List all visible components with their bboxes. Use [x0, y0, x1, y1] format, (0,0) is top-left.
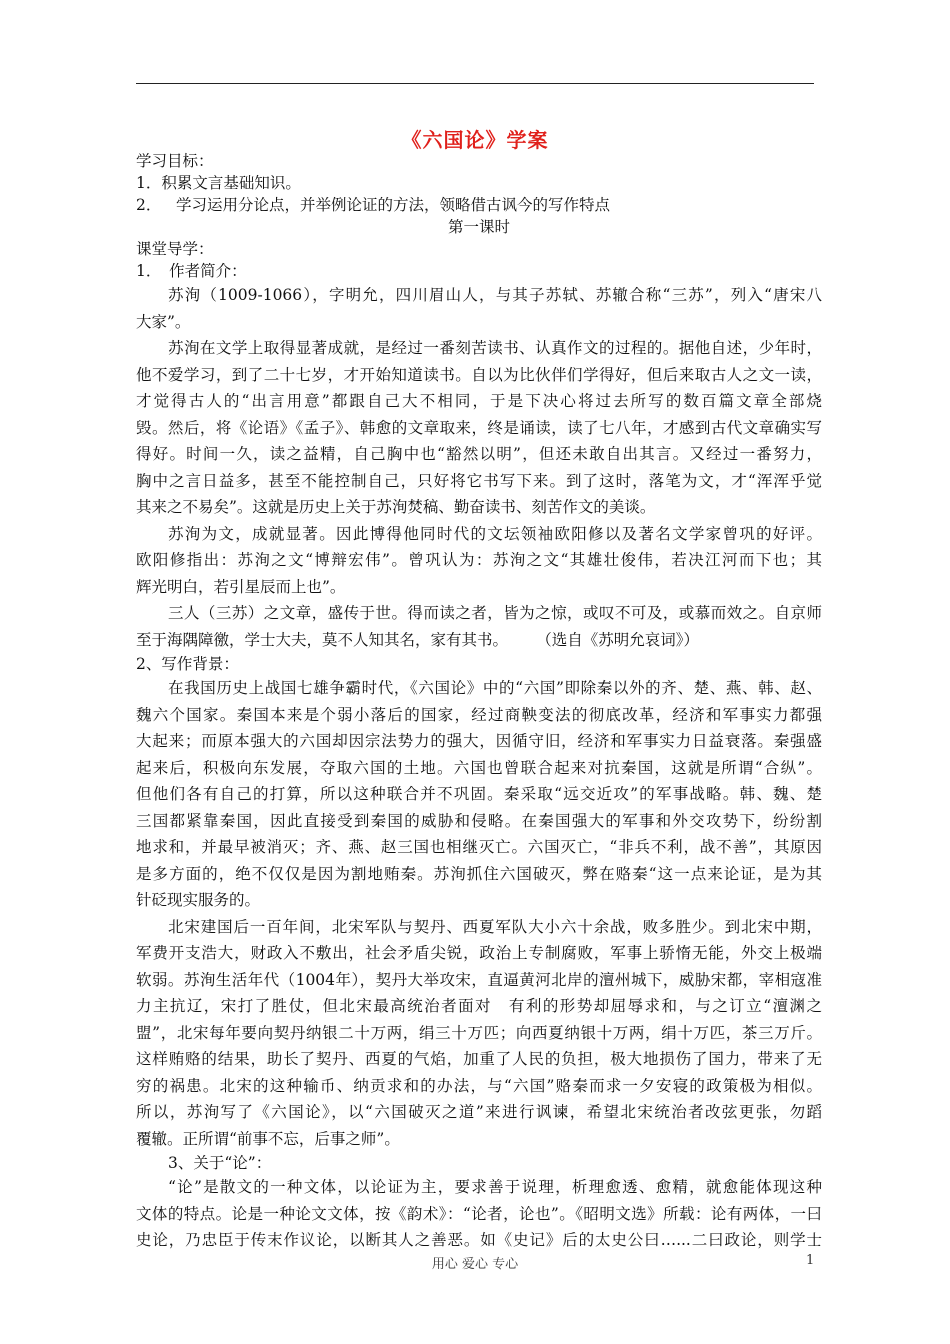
paragraph-line: 针砭现实服务的。 — [136, 891, 261, 909]
paragraph-line: 覆辙。正所谓“前事不忘，后事之师”。 — [136, 1129, 400, 1148]
header-rule — [136, 83, 814, 84]
section-heading: 1． 作者简介： — [136, 262, 247, 280]
page-footer: 用心 爱心 专心 — [431, 1257, 519, 1272]
paragraph-line: 地求和，并最早被消灭；齐、燕、赵三国也相继灭亡。六国灭亡，“非兵不利，战不善”，其原因 — [136, 838, 822, 856]
paragraph-line: 才觉得古人的“出言用意”都跟自己大不相同，于是下决心将过去所写的数百篇文章全部烧 — [136, 392, 822, 410]
paragraph-line: 苏洵为文，成就显著。因此博得他同时代的文坛领袖欧阳修以及著名文学家曾巩的好评。 — [168, 524, 822, 543]
paragraph-line: 软弱。苏洵生活年代（1004年），契丹大举攻宋，直逼黄河北岸的澶州城下，威胁宋都，宰相寇准 — [136, 970, 822, 989]
objective-number: 2． — [136, 196, 162, 214]
paragraph-line: 文体的特点。论是一种论文文体，按《韵术》：“论者，论也”。《昭明文选》所载：论有两体，一曰 — [136, 1204, 822, 1223]
paragraph-line: 起来后，积极向东发展，夺取六国的土地。六国也曾联合起来对抗秦国，这就是所谓“合纵”。 — [136, 758, 822, 777]
section-heading: 3、关于“论”： — [168, 1154, 272, 1172]
paragraph-line: 军费开支浩大，财政入不敷出，社会矛盾尖锐，政治上专制腐败，军事上骄惰无能，外交上极端 — [136, 944, 822, 962]
objectives-heading: 学习目标： — [136, 152, 214, 170]
paragraph-line: 苏洵在文学上取得显著成就，是经过一番刻苦读书、认真作文的过程的。据他自述，少年时， — [168, 339, 822, 357]
objective-text: 学习运用分论点，并举例论证的方法，领略借古讽今的写作特点 — [176, 196, 611, 214]
source-citation: （选自《苏明允哀词》） — [544, 630, 700, 649]
page-title: 《六国论》学案 — [401, 128, 549, 152]
paragraph-line: “论”是散文的一种文体，以论证为主，要求善于说理，析理愈透、愈精，就愈能体现这种 — [168, 1178, 822, 1196]
paragraph-line: 辉光明白，若引星辰而上也”。 — [136, 577, 346, 596]
paragraph-line: 穷的祸患。北宋的这种输币、纳贡求和的办法，与“六国”赂秦而求一夕安寝的政策极为相似。 — [136, 1076, 822, 1095]
paragraph-line: 得好。时间一久，读之益精，自己胸中也“豁然以明”，但还未敢自出其言。又经过一番努力， — [136, 445, 822, 463]
paragraph-line: 欧阳修指出：苏洵之文“博辩宏伟”。曾巩认为：苏洵之文“其雄壮俊伟，若决江河而下也；其 — [136, 551, 822, 569]
section-heading: 课堂导学： — [136, 240, 214, 258]
paragraph-line: 大起来；而原本强大的六国却因宗法势力的强大，因循守旧，经济和军事实力日益衰落。秦强盛 — [136, 732, 822, 750]
paragraph-line: 三国都紧靠秦国，因此直接受到秦国的威胁和侵略。在秦国强大的军事和外交攻势下，纷纷割 — [136, 811, 822, 830]
objective-item — [136, 194, 822, 216]
objective-item: 1．积累文言基础知识。 — [136, 174, 301, 192]
paragraph-line: 是多方面的，绝不仅仅是因为割地贿秦。苏洵抓住六国破灭，弊在赂秦“这一点来论证，是为其 — [136, 864, 822, 883]
paragraph-line: 这样贿赂的结果，助长了契丹、西夏的气焰，加重了人民的负担，极大地损伤了国力，带来了无 — [136, 1050, 822, 1068]
paragraph-line: 他不爱学习，到了二十七岁，才开始知道读书。自以为比伙伴们学得好，但后来取古人之文一读， — [136, 365, 822, 384]
paragraph-text: 至于海隅障徼，学士大夫，莫不人知其名，家有其书。 — [136, 630, 509, 649]
paragraph-line: 但他们各有自己的打算，所以这种联合并不巩固。秦采取“远交近攻”的军事战略。韩、魏、楚 — [136, 785, 822, 803]
paragraph-line: 史论，乃忠臣于传末作议论，以断其人之善恶。如《史记》后的太史公曰…...二曰政论，则学士 — [136, 1231, 822, 1249]
paragraph-line: 大家”。 — [136, 312, 191, 331]
section-heading: 2、写作背景： — [136, 655, 239, 673]
page-number: 1 — [806, 1253, 815, 1268]
paragraph-line: 胸中之言日益多，甚至不能控制自己，只好将它书写下来。到了这时，落笔为文，才“浑浑乎觉 — [136, 471, 822, 490]
paragraph-line: 魏六个国家。秦国本来是个弱小落后的国家，经过商鞅变法的彻底改革，经济和军事实力都强 — [136, 705, 822, 724]
paragraph-line: 在我国历史上战国七雄争霸时代，《六国论》中的“六国”即除秦以外的齐、楚、燕、韩、赵、 — [168, 679, 822, 697]
paragraph-line: 北宋建国后一百年间，北宋军队与契丹、西夏军队大小六十余战，败多胜少。到北宋中期， — [168, 917, 822, 936]
paragraph-line: 盟”，北宋每年要向契丹纳银二十万两，绢三十万匹；向西夏纳银十万两，绢十万匹，茶三万斤。 — [136, 1023, 822, 1042]
paragraph-line: 苏洵（1009-1066），字明允，四川眉山人，与其子苏轼、苏辙合称“三苏”，列入“唐宋八 — [168, 286, 822, 304]
paragraph-line: 其来之不易矣”。这就是历史上关于苏洵焚稿、勤奋读书、刻苦作文的美谈。 — [136, 498, 656, 516]
paragraph-line: 所以，苏洵写了《六国论》，以“六国破灭之道”来进行讽谏，希望北宋统治者改弦更张，勿蹈 — [136, 1103, 822, 1121]
document-body — [136, 150, 822, 1254]
paragraph-line: 毁。然后，将《论语》《孟子》、韩愈的文章取来，终是诵读，读了七八年，才感到古代文章确实写 — [136, 418, 822, 437]
paragraph-line: 力主抗辽，宋打了胜仗，但北宋最高统治者面对 有利的形势却屈辱求和，与之订立“澶渊之 — [136, 997, 822, 1015]
lesson-label: 第一课时 — [447, 218, 510, 236]
paragraph-line — [136, 627, 822, 654]
paragraph-line: 三人（三苏）之文章，盛传于世。得而读之者，皆为之惊，或叹不可及，或慕而效之。自京师 — [168, 604, 822, 622]
